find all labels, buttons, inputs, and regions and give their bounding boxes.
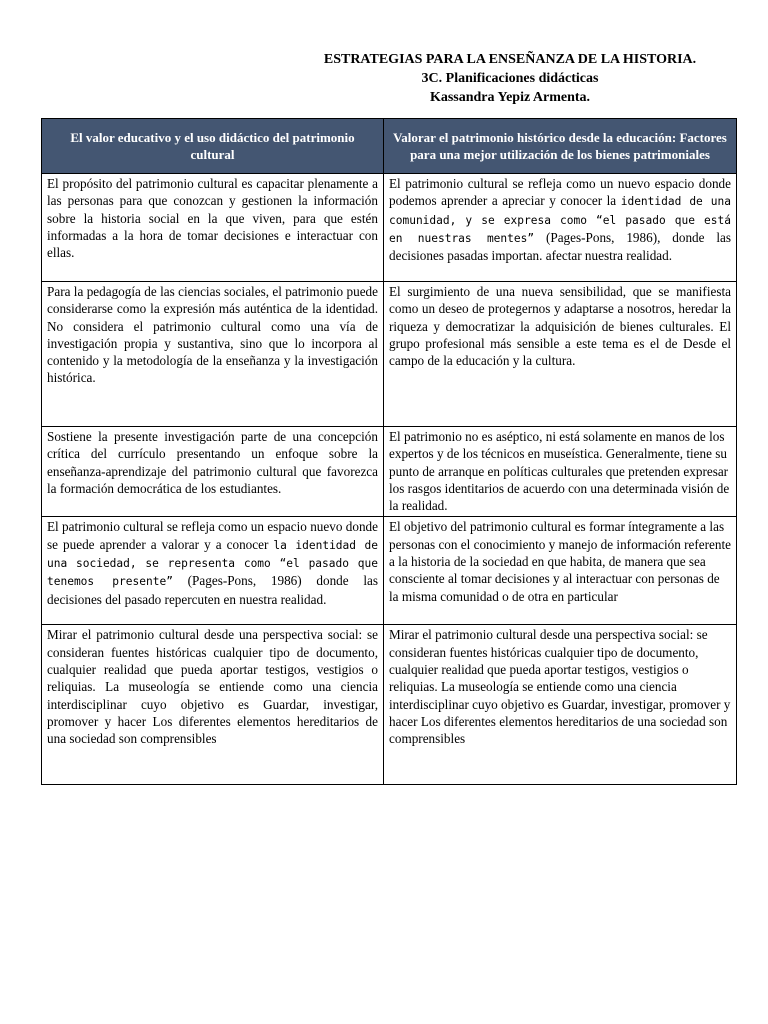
table-header-row [42,119,737,174]
document-title: ESTRATEGIAS PARA LA ENSEÑANZA DE LA HISTORIA. [323,52,697,67]
table-row [42,427,737,517]
table-cell-left: El propósito del patrimonio cultural es capacitar plenamente a las personas para que conozcan y gestionen la información sobre la historia social en la que viven, para que estén informadas a la hora de tomar decisiones e interactuar con ellas. [42,174,384,282]
column-header-right: Valorar el patrimonio histórico desde la educación: Factores para una mejor utilización de los bienes patrimoniales [384,119,737,174]
cell-quote-text: identidad de una comunidad, y se expresa como “el pasado que está en nuestras mentes” [389,195,731,245]
document-author: Kassandra Yepiz Armenta. [429,90,591,105]
table-cell-left [42,517,384,625]
column-header-left: El valor educativo y el uso didáctico del patrimonio cultural [42,119,384,174]
table-cell-right: El patrimonio no es aséptico, ni está solamente en manos de los expertos y de los técnicos en museística. Generalmente, tiene su punto de arranque en políticas culturales que pretenden expresar los rasgos identitarios de acuerdo con una determinada visión de la realidad. [384,427,737,517]
document-subtitle: 3C. Planificaciones didácticas [421,71,599,86]
cell-text: (Pages-Pons, 1986) donde las decisiones del pasado repercuten en nuestra realidad. [47,573,378,607]
cell-text: (Pages-Pons, 1986), donde las decisiones pasadas importan. afectar nuestra realidad. [389,229,731,264]
cell-quote-text: la identidad de una sociedad, se representa como “el pasado que tenemos presente” [47,538,378,589]
cell-text: El patrimonio cultural se refleja como un espacio nuevo donde se puede aprender a valorar y a conocer [47,519,378,552]
table-row [42,625,737,785]
table-row [42,174,737,282]
table-cell-left: Mirar el patrimonio cultural desde una perspectiva social: se consideran fuentes históricas cualquier tipo de documento, cualquier realidad que pueda aportar testigos, vestigios o reliquias. La museología se entiende como una ciencia interdisciplinar cuyo objetivo es Guardar, investigar, promover y hacer Los diferentes elementos hereditarios de una sociedad son comprensibles [42,625,384,785]
table-cell-right: El objetivo del patrimonio cultural es formar íntegramente a las personas con el conocimiento y manejo de información referente a la historia de la sociedad en que habita, de manera que sea consciente al tomar decisiones y al interactuar con personas de la misma comunidad o de otra en particular [384,517,737,625]
table-row [42,282,737,427]
table-cell-left: Para la pedagogía de las ciencias sociales, el patrimonio puede considerarse como la expresión más auténtica de la identidad. No considera el patrimonio cultural como una vía de investigación propia y sustantiva, sino que lo incorpora al contenido y la metodología de la enseñanza y la investigación histórica. [42,282,384,427]
table-cell-left: Sostiene la presente investigación parte de una concepción crítica del currículo presentando un enfoque sobre la enseñanza-aprendizaje del patrimonio cultural que favorezca la formación democrática de los estudiantes. [42,427,384,517]
table-cell-right: El surgimiento de una nueva sensibilidad, que se manifiesta como un deseo de protegernos y adaptarse a nosotros, heredar la riqueza y democratizar la adquisición de bienes culturales. El grupo profesional más sensible a este tema es el de Desde el campo de la educación y la cultura. [384,282,737,427]
table-cell-right [384,174,737,282]
comparison-table [41,118,737,785]
table-cell-right: Mirar el patrimonio cultural desde una perspectiva social: se consideran fuentes históricas cualquier tipo de documento, cualquier realidad que pueda aportar testigos, vestigios o reliquias. La museología se entiende como una ciencia interdisciplinar cuyo objetivo es Guardar, investigar, promover y hacer Los diferentes elementos hereditarios de una sociedad son comprensibles [384,625,737,785]
document-header [250,50,768,107]
cell-text: El patrimonio cultural se refleja como un nuevo espacio donde podemos aprender a apreciar y conocer la [389,176,731,209]
table-row [42,517,737,625]
